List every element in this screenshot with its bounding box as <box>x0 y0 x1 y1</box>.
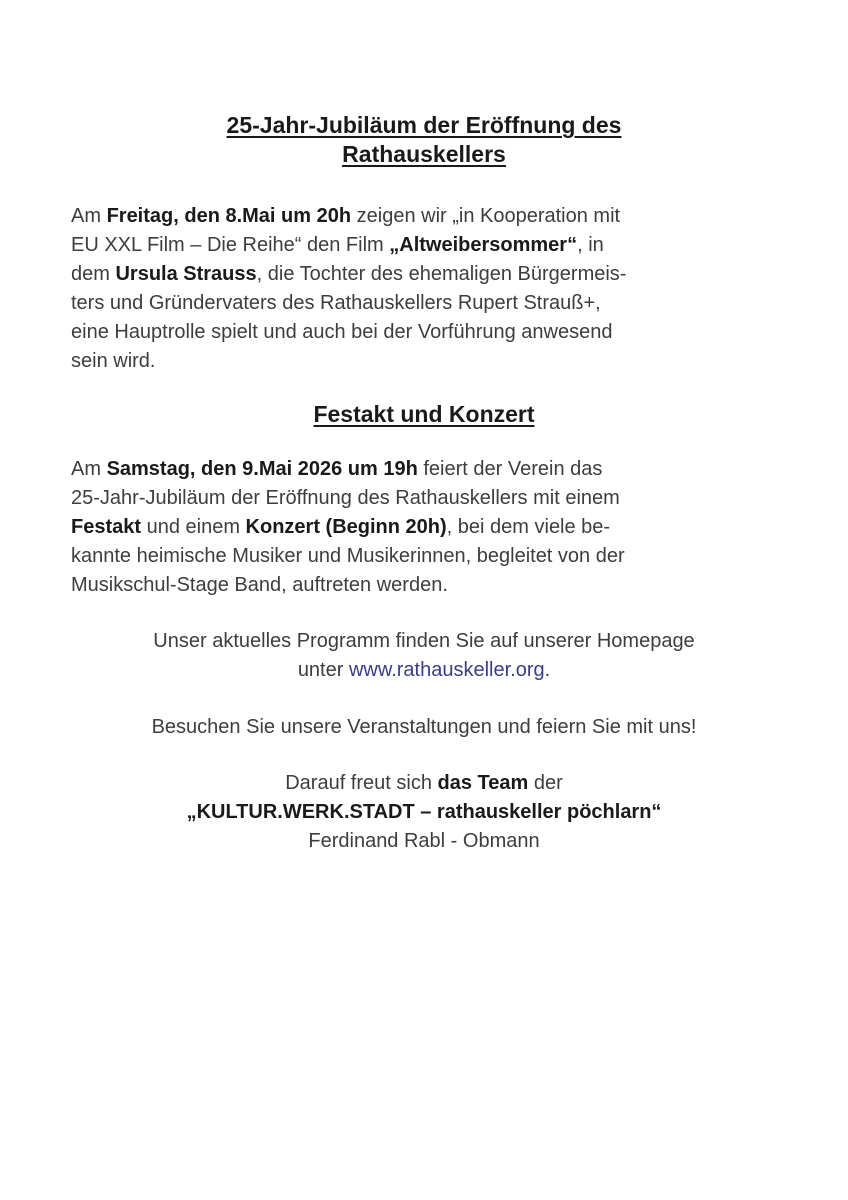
text-fragment: , in <box>577 234 604 256</box>
film-line-6: sein wird. <box>71 350 156 372</box>
text-fragment: . <box>544 659 551 681</box>
film-announcement <box>71 202 791 376</box>
text-fragment: der <box>528 772 563 794</box>
homepage-link[interactable]: www.rathauskeller.org <box>348 659 545 681</box>
text-fragment: Am <box>71 458 107 480</box>
main-title-line1: 25-Jahr-Jubiläum der Eröffnung des <box>226 112 622 138</box>
festakt-line-5: Musikschul-Stage Band, auftreten werden. <box>71 574 448 596</box>
actress-name: Ursula Strauss <box>115 263 257 285</box>
film-title: „Altweibersommer“ <box>389 234 578 256</box>
program-note <box>0 627 848 685</box>
section-title-text: Festakt und Konzert <box>313 401 535 427</box>
text-fragment: zeigen wir „in Kooperation mit <box>351 205 621 227</box>
text-fragment: , bei dem viele be- <box>446 516 611 538</box>
text-fragment: feiert der Verein das <box>417 458 603 480</box>
film-date: Freitag, den 8.Mai um 20h <box>106 205 352 227</box>
film-line-5: eine Hauptrolle spielt und auch bei der Vorführung anwesend <box>71 321 613 343</box>
film-line-2 <box>71 231 791 260</box>
festakt-term: Festakt <box>71 516 142 538</box>
film-line-4: ters und Gründervaters des Rathauskellers Rupert Strauß+, <box>71 292 601 314</box>
festakt-date: Samstag, den 9.Mai 2026 um 19h <box>106 458 418 480</box>
festakt-line-2: 25-Jahr-Jubiläum der Eröffnung des Rathauskellers mit einem <box>71 487 620 509</box>
festakt-line-3 <box>71 513 791 542</box>
main-title <box>0 111 848 169</box>
text-fragment: , die Tochter des ehemaligen Bürgermeis- <box>256 263 627 285</box>
festakt-line-4: kannte heimische Musiker und Musikerinnen, begleitet von der <box>71 545 625 567</box>
organization-name: „KULTUR.WERK.STADT – rathauskeller pöchlarn“ <box>186 801 662 823</box>
film-line-1 <box>71 202 791 231</box>
signoff <box>0 769 848 856</box>
text-fragment: Am <box>71 205 107 227</box>
program-line-1: Unser aktuelles Programm finden Sie auf unserer Homepage <box>153 630 695 652</box>
film-line-3 <box>71 260 791 289</box>
main-title-line2: Rathauskellers <box>342 141 506 167</box>
festakt-announcement <box>71 455 791 600</box>
text-fragment: unter <box>297 659 349 681</box>
invitation <box>0 713 848 742</box>
section-title <box>0 400 848 429</box>
text-fragment: Darauf freut sich <box>285 772 438 794</box>
signoff-line-1 <box>0 769 848 798</box>
invitation-text: Besuchen Sie unsere Veranstaltungen und feiern Sie mit uns! <box>151 716 697 738</box>
text-fragment: EU XXL Film – Die Reihe“ den Film <box>71 234 390 256</box>
concert-term: Konzert (Beginn 20h) <box>245 516 447 538</box>
signatory: Ferdinand Rabl - Obmann <box>308 830 540 852</box>
text-fragment: dem <box>71 263 116 285</box>
program-line-2 <box>0 656 848 685</box>
team-label: das Team <box>437 772 529 794</box>
festakt-line-1 <box>71 455 791 484</box>
text-fragment: und einem <box>141 516 246 538</box>
